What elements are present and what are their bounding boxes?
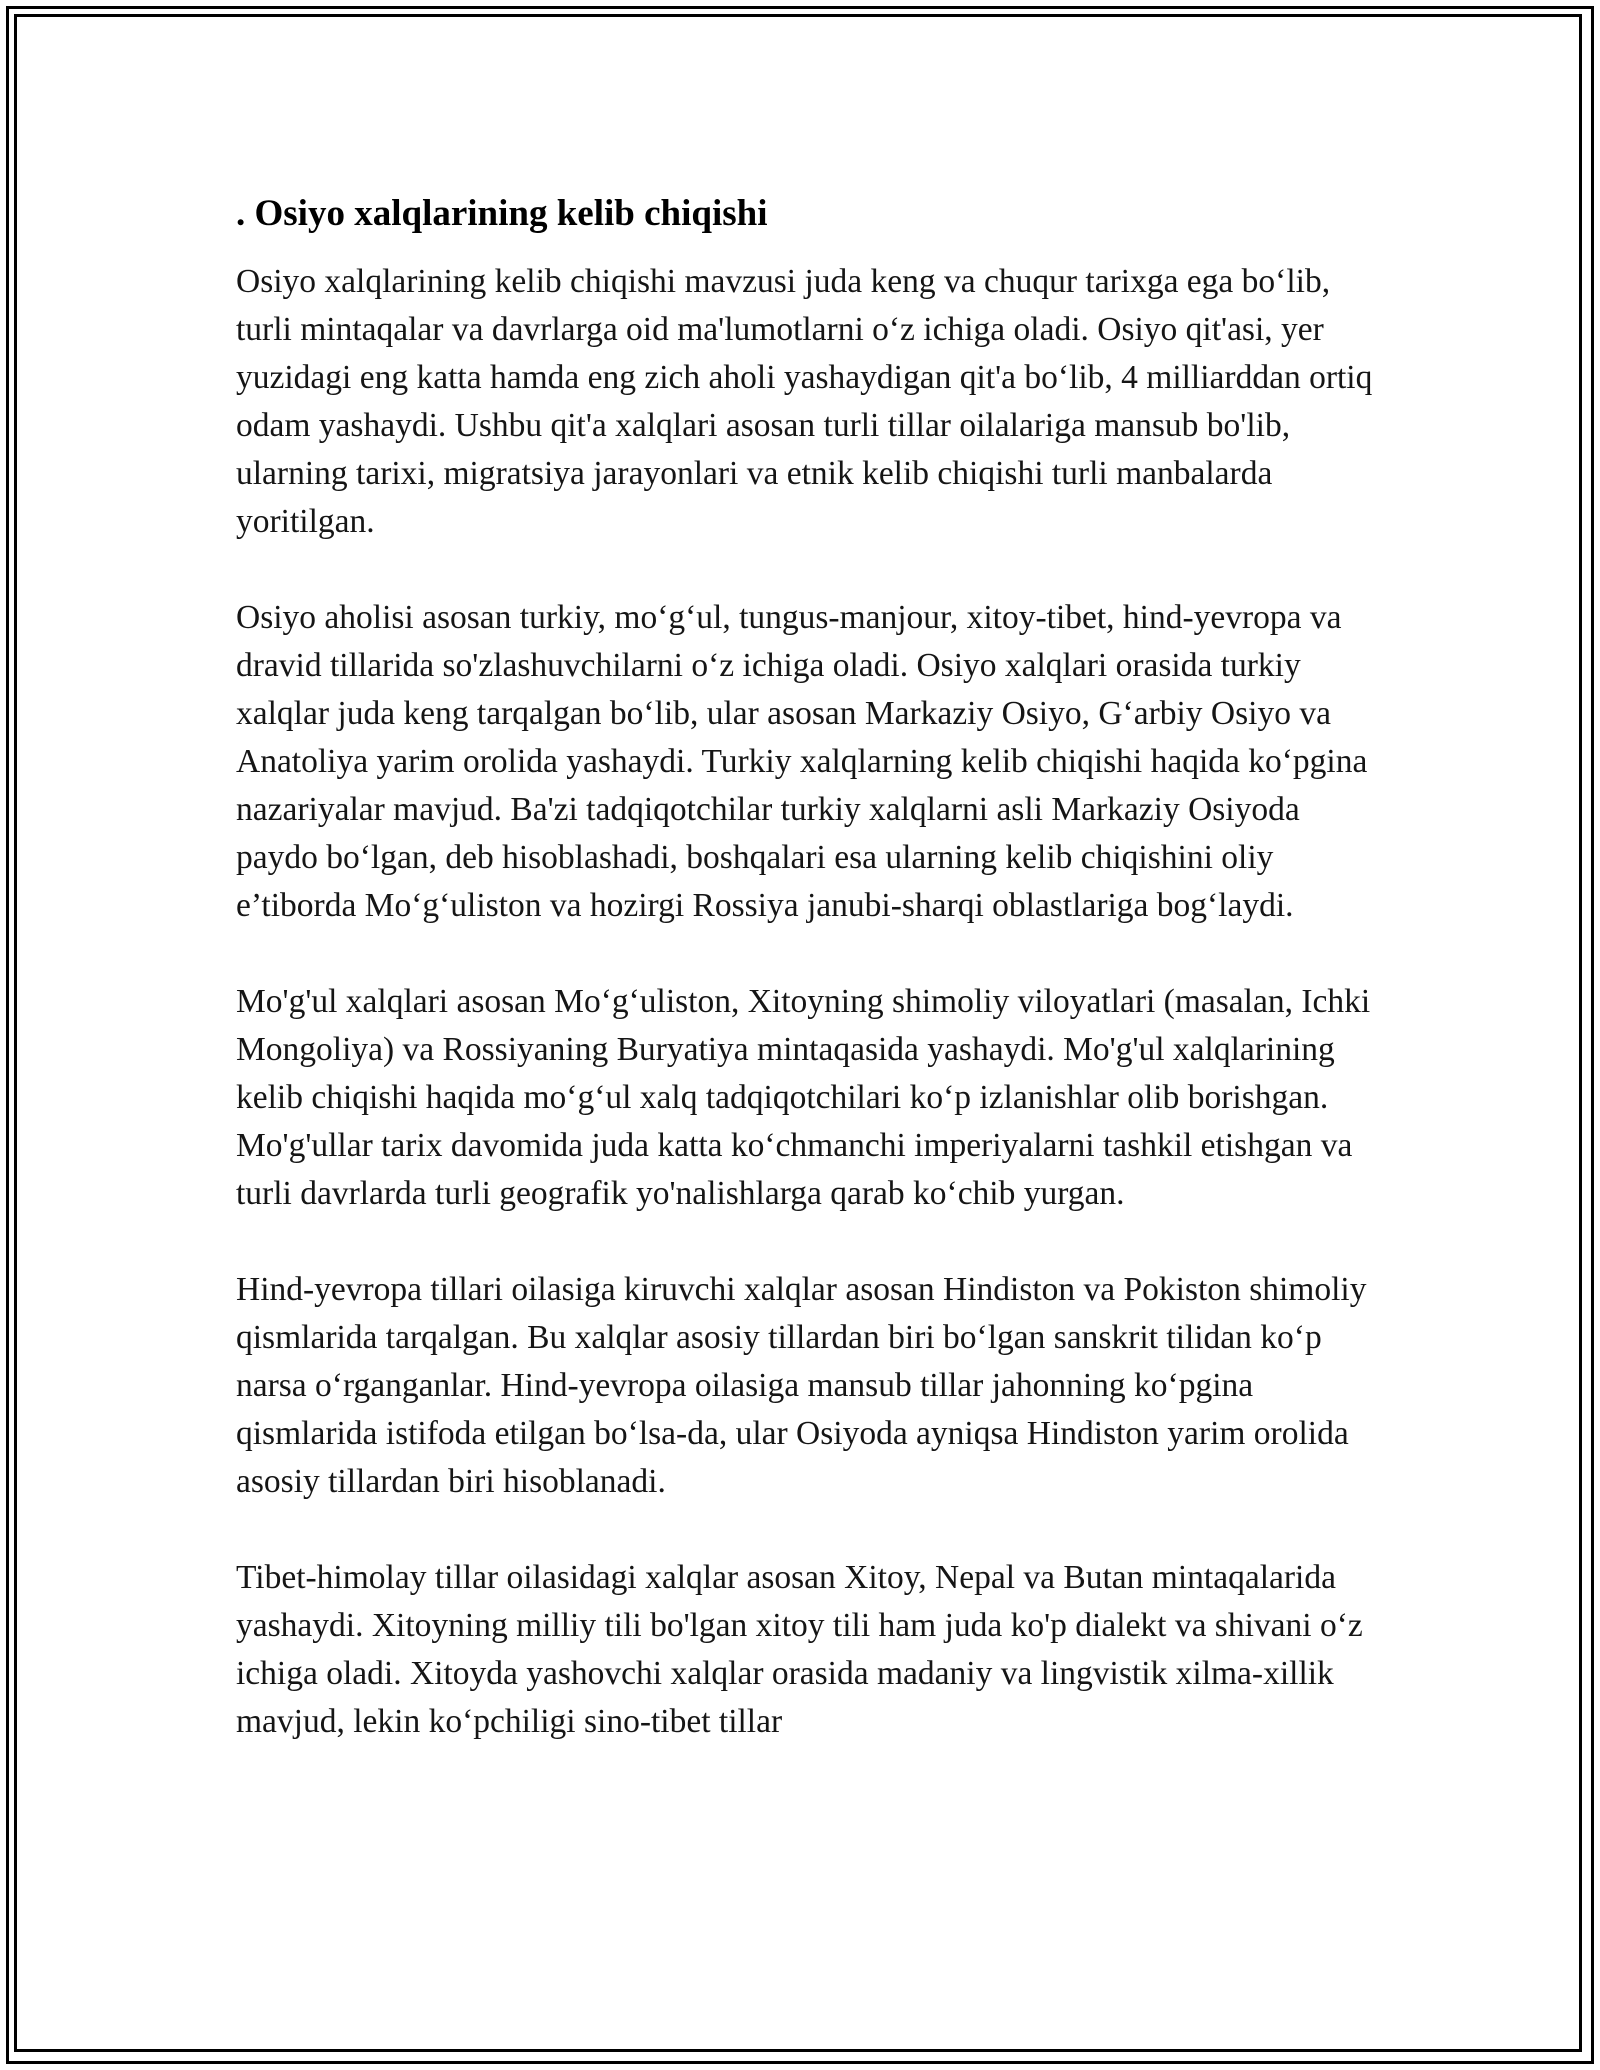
paragraph-mongol-peoples: Mo'g'ul xalqlari asosan Mo‘g‘uliston, Xitoyning shimoliy viloyatlari (masalan, Ichki Mongoliya) va Rossiyaning Buryatiya mintaqasida yashaydi. Mo'g'ul xalqlarining kelib chiqishi haqida mo‘g‘ul xalq tadqiqotchilari ko‘p izlanishlar olib borishgan. Mo'g'ullar tarix davomida juda katta ko‘chmanchi imperiyalarni tashkil etishgan va turli davrlarda turli geografik yo'nalishlarga qarab ko‘chib yurgan. — [236, 983, 1371, 1212]
document-title: . Osiyo xalqlarining kelib chiqishi — [236, 193, 768, 234]
paragraph-origins-overview: Osiyo xalqlarining kelib chiqishi mavzusi juda keng va chuqur tarixga ega bo‘lib, turli mintaqalar va davrlarga oid ma'lumotlarni o‘z ichiga oladi. Osiyo qit'asi, yer yuzidagi eng katta hamda eng zich aholi yashaydigan qit'a bo‘lib, 4 milliarddan ortiq odam yashaydi. Ushbu qit'a xalqlari asosan turli tillar oilalariga mansub bo'lib, ularning tarixi, migratsiya jarayonlari va etnik kelib chiqishi turli manbalarda yoritilgan. — [236, 263, 1373, 540]
paragraph-indo-european-peoples: Hind-yevropa tillari oilasiga kiruvchi xalqlar asosan Hindiston va Pokiston shimoliy qismlarida tarqalgan. Bu xalqlar asosiy tillardan biri bo‘lgan sanskrit tilidan ko‘p narsa o‘rganganlar. Hind-yevropa oilasiga mansub tillar jahonning ko‘pgina qismlarida istifoda etilgan bo‘lsa-da, ular Osiyoda ayniqsa Hindiston yarim orolida asosiy tillardan biri hisoblanadi. — [236, 1271, 1367, 1500]
paragraph-tibeto-himalayan-peoples: Tibet-himolay tillar oilasidagi xalqlar asosan Xitoy, Nepal va Butan mintaqalarida yashaydi. Xitoyning milliy tili bo'lgan xitoy tili ham juda ko'p dialekt va shivani o‘z ichiga oladi. Xitoyda yashovchi xalqlar orasida madaniy va lingvistik xilma-xillik mavjud, lekin ko‘pchiligi sino-tibet tillar — [236, 1559, 1363, 1740]
document-body — [236, 190, 1376, 1746]
paragraph-turkic-peoples: Osiyo aholisi asosan turkiy, mo‘g‘ul, tungus-manjour, xitoy-tibet, hind-yevropa va dravid tillarida so'zlashuvchilarni o‘z ichiga oladi. Osiyo xalqlari orasida turkiy xalqlar juda keng tarqalgan bo‘lib, ular asosan Markaziy Osiyo, G‘arbiy Osiyo va Anatoliya yarim orolida yashaydi. Turkiy xalqlarning kelib chiqishi haqida ko‘pgina nazariyalar mavjud. Ba'zi tadqiqotchilar turkiy xalqlarni asli Markaziy Osiyoda paydo bo‘lgan, deb hisoblashadi, boshqalari esa ularning kelib chiqishini oliy e’tiborda Mo‘g‘uliston va hozirgi Rossiya janubi-sharqi oblastlariga bog‘laydi. — [236, 599, 1368, 924]
